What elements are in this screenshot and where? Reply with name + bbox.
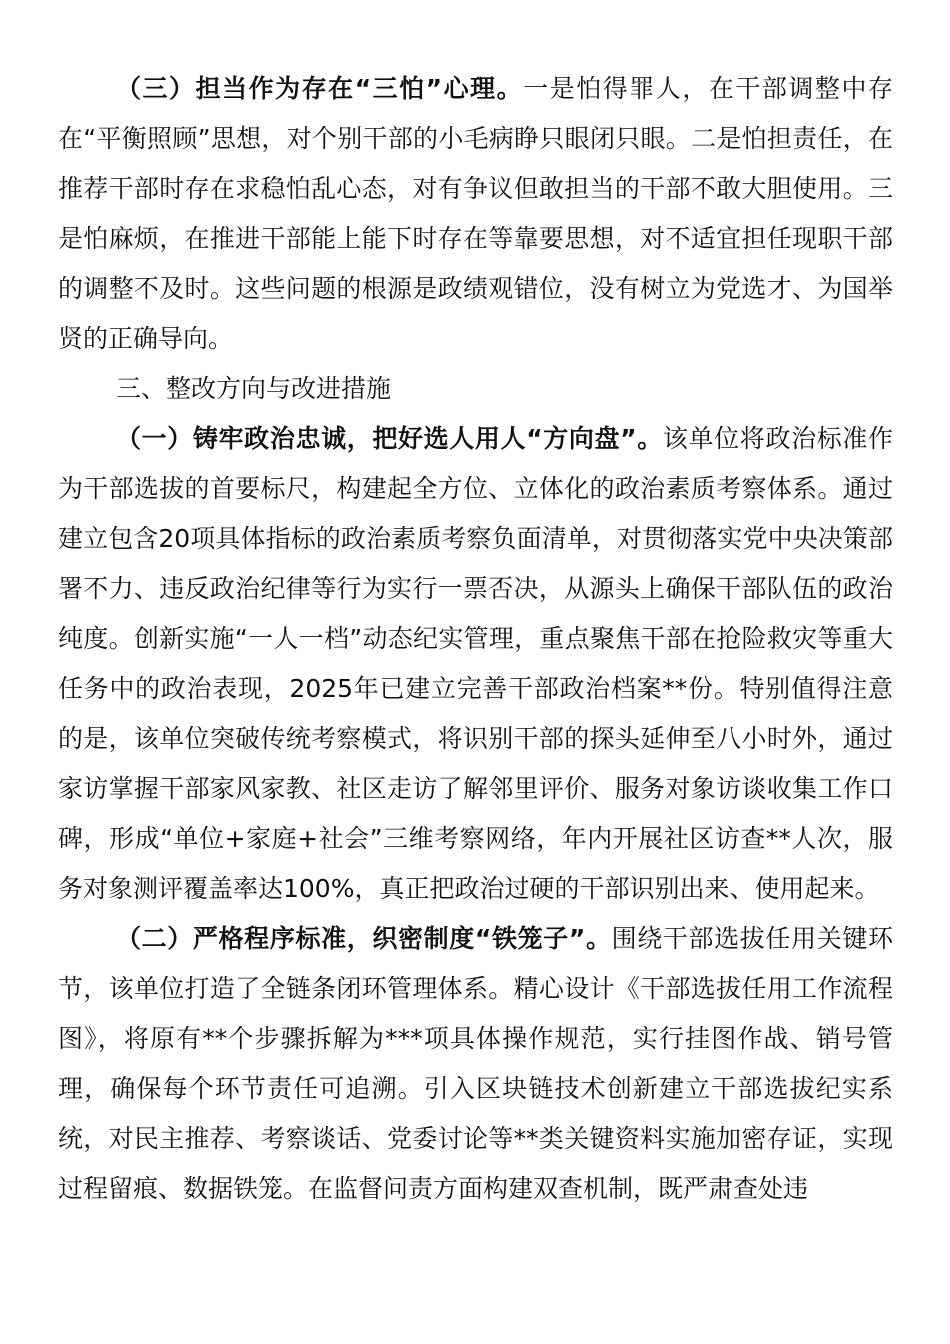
paragraph-text: 围绕干部选拔任用关键环节，该单位打造了全链条闭环管理体系。精心设计《干部选拔任用工作流程图》，将原有**个步骤拆解为***项具体操作规范，实行挂图作战、销号管理，确保每个环节责任可追溯。引入区块链技术创新建立干部选拔纪实系统，对民主推荐、考察谈话、党委讨论等**类关键资料实施加密存证，实现过程留痕、数据铁笼。在监督问责方面构建双查机制，既严肃查处违 [58, 924, 893, 1203]
paragraph-political-loyalty [58, 414, 893, 914]
paragraph-heading: （一）铸牢政治忠诚，把好选人用人“方向盘”。 [116, 424, 663, 453]
paragraph-text: 一是怕得罪人，在干部调整中存在“平衡照顾”思想，对个别干部的小毛病睁只眼闭只眼。二是怕担责任，在推荐干部时存在求稳怕乱心态，对有争议但敢担当的干部不敢大胆使用。三是怕麻烦，在推进干部能上能下时存在等靠要思想，对不适宜担任现职干部的调整不及时。这些问题的根源是政绩观错位，没有树立为党选才、为国举贤的正确导向。 [58, 74, 893, 353]
paragraph-three-fears [58, 64, 893, 364]
paragraph-heading: （三）担当作为存在“三怕”心理。 [116, 74, 524, 103]
paragraph-heading: （二）严格程序标准，织密制度“铁笼子”。 [116, 924, 612, 953]
section-heading: 三、整改方向与改进措施 [116, 374, 392, 403]
paragraph-text: 该单位将政治标准作为干部选拔的首要标尺，构建起全方位、立体化的政治素质考察体系。通过建立包含20项具体指标的政治素质考察负面清单，对贯彻落实党中央决策部署不力、违反政治纪律等行为实行一票否决，从源头上确保干部队伍的政治纯度。创新实施“一人一档”动态纪实管理，重点聚焦干部在抢险救灾等重大任务中的政治表现，2025年已建立完善干部政治档案**份。特别值得注意的是，该单位突破传统考察模式，将识别干部的探头延伸至八小时外，通过家访掌握干部家风家教、社区走访了解邻里评价、服务对象访谈收集工作口碑，形成“单位+家庭+社会”三维考察网络，年内开展社区访查**人次，服务对象测评覆盖率达100%，真正把政治过硬的干部识别出来、使用起来。 [58, 424, 893, 903]
document-body [58, 64, 893, 1214]
paragraph-procedure-standards [58, 914, 893, 1214]
